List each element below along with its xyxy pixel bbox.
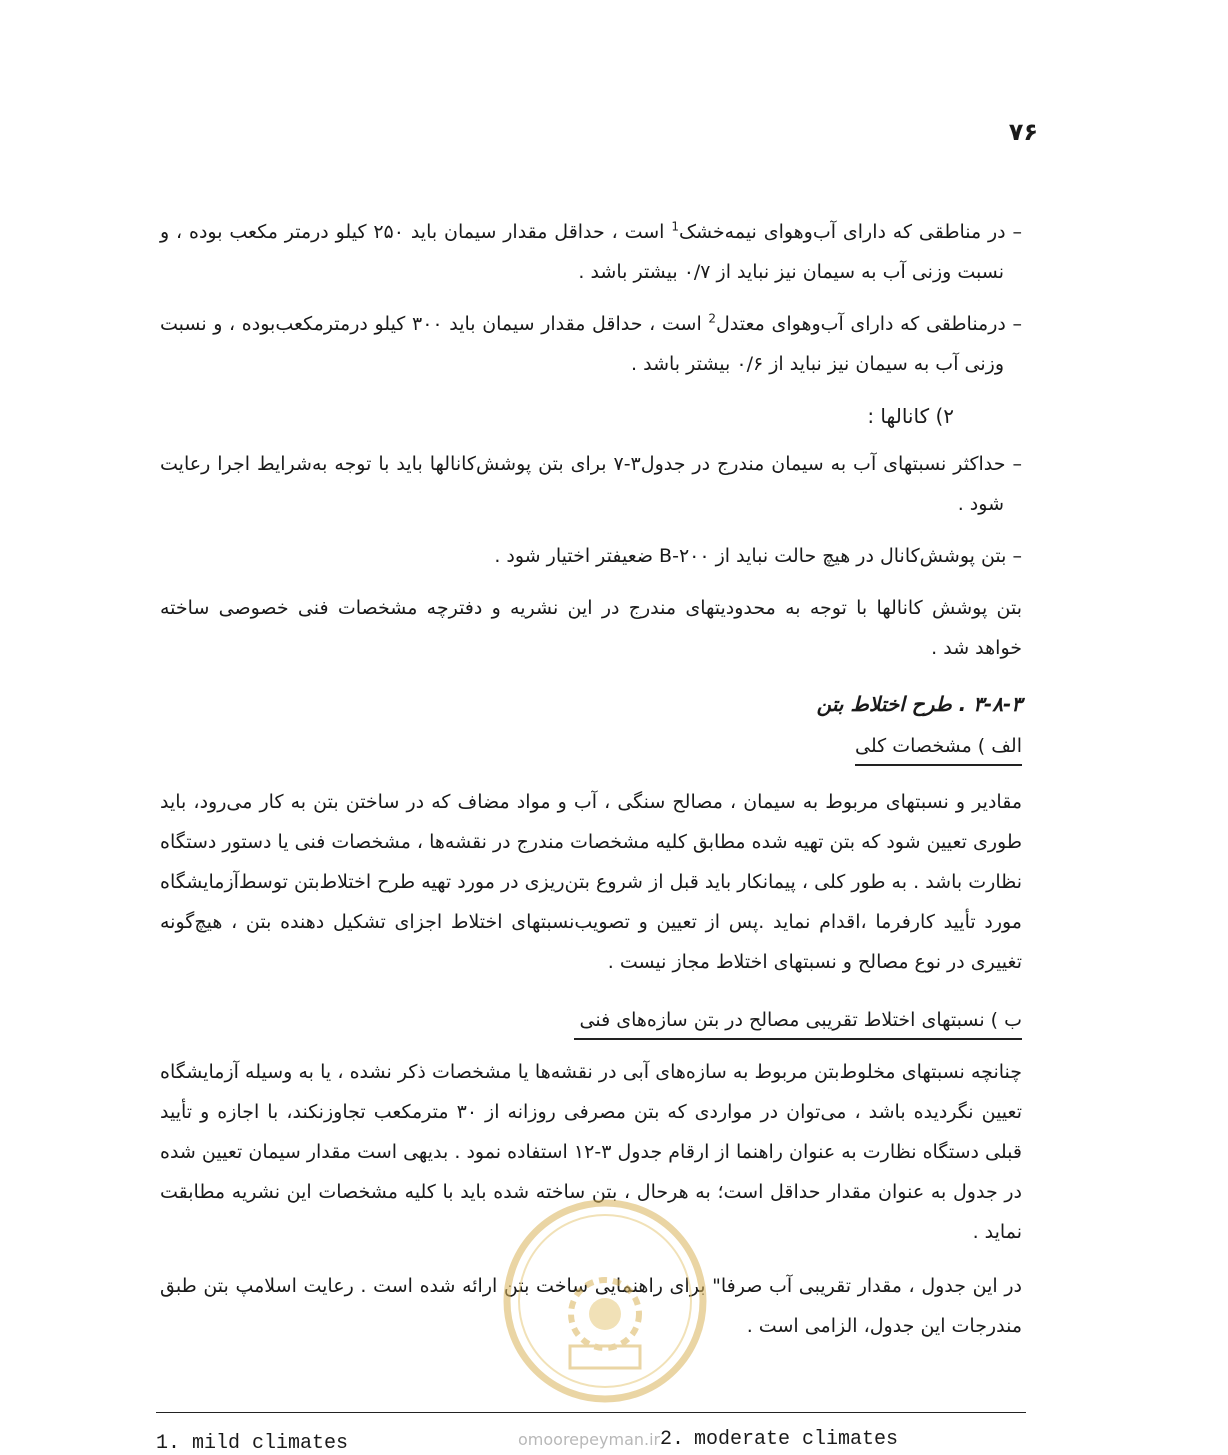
canal-rule-water-cement: – حداکثر نسبتهای آب به سیمان مندرج در جدول۳-۷ برای بتن پوشش‌کانالها باید با توجه به‌شرایط اجرا رعایت شود . [160,444,1022,524]
footnote-divider [156,1412,1026,1413]
canals-heading: ۲) کانالها : [867,404,954,428]
canal-paragraph: بتن پوشش کانالها با توجه به محدودیتهای مندرج در این نشریه و دفترچه مشخصات فنی خصوصی ساخته خواهد شد . [160,597,1022,659]
rule-text: در مناطقی که دارای آب‌وهوای نیمه‌خشک [678,221,1006,243]
footnote-ref: 2 [708,311,716,326]
paragraph-approximate-proportions: چنانچه نسبتهای مخلوط‌بتن مربوط به سازه‌های آبی در نقشه‌ها یا مشخصات ذکر نشده ، یا به وسیله آزمایشگاه تعیین نگردیده باشد ، می‌توان در مواردی که بتن مصرفی روزانه از ۳۰ مترمکعب تجاوزنکند، با اجازه و تأیید قبلی دستگاه نظارت به عنوان راهنما از ارقام جدول ۳-۱۲ استفاده نمود . بدیهی است مقدار سیمان تعیین شده در جدول به عنوان مقدار حداقل است؛ به هرحال ، بتن ساخته شده باید با کلیه مشخصات این نشریه مطابقت نماید . [160,1061,1022,1243]
watermark-url: omoorepeyman.ir [518,1430,661,1449]
paragraph-water-slump: در این جدول ، مقدار تقریبی آب صرفا" برای راهنمایی ساخت بتن ارائه شده است . رعایت اسلامپ بتن طبق مندرجات این جدول، الزامی است . [160,1275,1022,1337]
footnote-ref: 1 [671,219,679,234]
footnote-2 [660,1428,898,1451]
climate-rule-moderate [160,304,1022,384]
climate-rule-semi-arid [160,212,1022,292]
section-heading: ۳-۸-۳ . طرح اختلاط بتن [816,692,1022,716]
rule-text: درمناطقی که دارای آب‌وهوای معتدل [716,313,1006,335]
paragraph-general-specs: مقادیر و نسبتهای مربوط به سیمان ، مصالح سنگی ، آب و مواد مضاف که در ساختن بتن به کار می‌رود، باید طوری تعیین شود که بتن تهیه شده مطابق کلیه مشخصات مندرج در نقشه‌ها ، مشخصات فنی یا دستور دستگاه نظارت باشد . به طور کلی ، پیمانکار باید قبل از شروع بتن‌ریزی در مورد تهیه طرح اختلاط‌بتن توسط‌آزمایشگاه مورد تأیید کارفرما ،اقدام نماید .پس از تعیین و تصویب‌نسبتهای اختلاط اجزای تشکیل دهنده بتن ، هیچ‌گونه تغییری در نوع مصالح و نسبتهای اختلاط مجاز نیست . [160,791,1022,973]
rule-text: است ، حداقل مقدار سیمان باید ۳۰۰ کیلو درمترمکعب‌بوده ، و نسبت وزنی آب به سیمان نیز نباید از ۰/۶ بیشتر باشد . [160,313,1004,375]
canal-rule-min-grade: – بتن پوشش‌کانال در هیچ حالت نباید از B-۲۰۰ ضعیفتر اختیار شود . [160,536,1022,576]
page-number: ۷۶ [1008,118,1038,146]
footnote-2-number: 2. [660,1428,685,1451]
subsection-b-heading: ب ) نسبتهای اختلاط تقریبی مصالح در بتن سازه‌های فنی [574,1002,1022,1040]
rule-text: است ، حداقل مقدار سیمان باید ۲۵۰ کیلو درمتر مکعب بوده ، و نسبت وزنی آب به سیمان نیز نباید از ۰/۷ بیشتر باشد . [160,221,1004,283]
footnote-1: 1. mild climates [156,1432,349,1455]
page-body [160,212,1022,1358]
footnote-2-text: moderate climates [694,1428,899,1451]
subsection-a-heading: الف ) مشخصات کلی [855,728,1022,766]
